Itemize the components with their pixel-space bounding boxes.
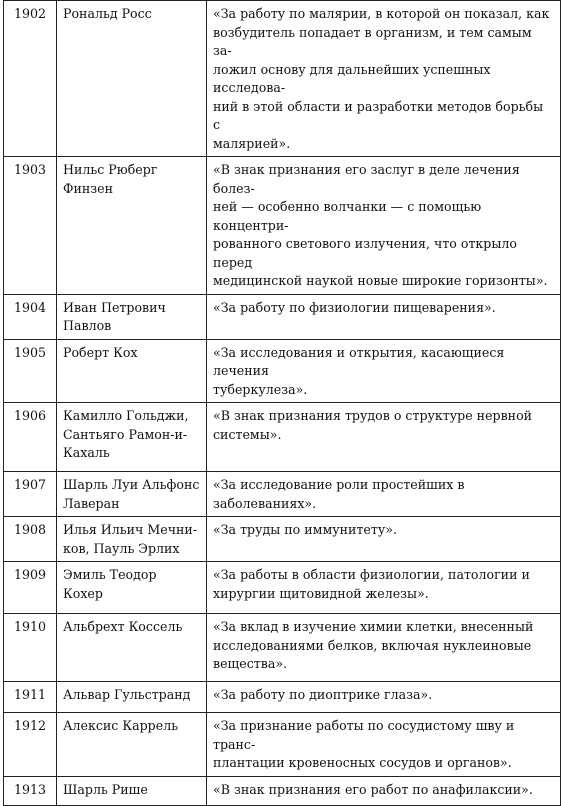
citation-cell [207, 713, 561, 777]
laureate-name-line: Альбрехт Коссель [63, 619, 183, 634]
laureate-name-line: Финзен [63, 180, 113, 196]
table-row [4, 157, 561, 295]
laureate-cell [57, 403, 207, 472]
citation-line: возбудитель попадает в организм, и тем самым за- [213, 24, 532, 58]
laureate-name-line: Илья Ильич Мечни- [63, 522, 198, 537]
laureate-cell [57, 562, 207, 614]
citation-line: медицинской наукой новые широкие горизонты». [213, 273, 548, 288]
citation-line: «За вклад в изучение химии клетки, внесенный [213, 619, 534, 634]
citation-cell [207, 403, 561, 472]
laureate-cell [57, 713, 207, 777]
laureate-cell [57, 1, 207, 157]
year-cell: 1904 [4, 294, 57, 339]
laureate-name-line: Кахаль [63, 445, 110, 460]
year-cell: 1910 [4, 614, 57, 682]
citation-cell [207, 562, 561, 614]
laureate-name-line: Рональд Росс [63, 6, 152, 21]
citation-line: хирургии щитовидной железы». [213, 585, 429, 601]
table-body [4, 1, 561, 806]
year-cell: 1903 [4, 157, 57, 295]
citation-line: рованного светового излучения, что открыло перед [213, 236, 517, 270]
laureate-cell [57, 157, 207, 295]
citation-cell [207, 157, 561, 295]
citation-cell [207, 339, 561, 403]
citation-line: ложил основу для дальнейших успешных исследова- [213, 61, 491, 95]
laureate-name-line: Алексис Каррель [63, 718, 179, 733]
citation-line: системы». [213, 426, 282, 442]
table-row [4, 713, 561, 777]
laureate-name-line: Альвар Гульстранд [63, 687, 191, 702]
citation-line: «За работу по диоптрике глаза». [213, 687, 433, 702]
year-cell: 1912 [4, 713, 57, 777]
laureate-name-line: Сантьяго Рамон-и- [63, 426, 188, 442]
table-row [4, 682, 561, 713]
citation-cell [207, 776, 561, 805]
citation-cell [207, 614, 561, 682]
citation-line: «За исследования и открытия, касающиеся лечения [213, 344, 505, 378]
citation-line: «За работы в области физиологии, патологии и [213, 567, 530, 582]
laureate-cell [57, 682, 207, 713]
laureate-name-line: ков, Пауль Эрлих [63, 540, 180, 556]
citation-line: ней — особенно волчанки — с помощью концентри- [213, 199, 482, 233]
citation-line: «За признание работы по сосудистому шву и транс- [213, 718, 515, 752]
citation-cell [207, 682, 561, 713]
year-cell: 1908 [4, 517, 57, 562]
citation-line: «В знак признания трудов о структуре нервной [213, 408, 533, 423]
citation-line: туберкулеза». [213, 381, 308, 397]
citation-line: ний в этой области и разработки методов борьбы с [213, 98, 544, 132]
table-row [4, 403, 561, 472]
laureate-cell [57, 294, 207, 339]
citation-line: «За исследование роли простейших в заболеваниях». [213, 477, 465, 511]
laureate-name-line: Камилло Гольджи, [63, 408, 189, 423]
laureate-name-line: Павлов [63, 318, 112, 333]
citation-line: «За работу по малярии, в которой он показал, как [213, 6, 550, 21]
citation-line: «В знак признания его работ по анафилаксии». [213, 781, 533, 797]
laureate-cell [57, 614, 207, 682]
citation-cell [207, 472, 561, 517]
laureate-cell [57, 517, 207, 562]
laureate-name-line: Лаверан [63, 495, 120, 511]
table-row [4, 472, 561, 517]
nobel-laureates-table [3, 0, 561, 806]
year-cell: 1911 [4, 682, 57, 713]
citation-line: малярией». [213, 135, 291, 151]
citation-cell [207, 1, 561, 157]
laureate-name-line: Шарль Рише [63, 781, 148, 797]
table-row [4, 339, 561, 403]
laureate-name-line: Иван Петрович [63, 299, 166, 315]
year-cell: 1913 [4, 776, 57, 805]
table-row [4, 776, 561, 805]
table-row [4, 614, 561, 682]
laureate-name-line: Роберт Кох [63, 344, 138, 360]
citation-line: вещества». [213, 656, 288, 671]
citation-line: «За работу по физиологии пищеварения». [213, 299, 496, 315]
citation-line: плантации кровеносных сосудов и органов». [213, 755, 512, 770]
year-cell: 1905 [4, 339, 57, 403]
laureate-cell [57, 339, 207, 403]
laureate-name-line: Нильс Рюберг [63, 162, 158, 177]
table-row [4, 562, 561, 614]
citation-line: исследованиями белков, включая нуклеиновые [213, 637, 532, 653]
year-cell: 1902 [4, 1, 57, 157]
table-row [4, 517, 561, 562]
citation-cell [207, 294, 561, 339]
table-row [4, 294, 561, 339]
year-cell: 1907 [4, 472, 57, 517]
laureate-name-line: Эмиль Теодор Кохер [63, 567, 157, 601]
laureate-name-line: Шарль Луи Альфонс [63, 477, 200, 492]
laureate-cell [57, 776, 207, 805]
citation-line: «За труды по иммунитету». [213, 522, 397, 537]
year-cell: 1909 [4, 562, 57, 614]
table-row [4, 1, 561, 157]
citation-line: «В знак признания его заслуг в деле лечения болез- [213, 162, 520, 196]
year-cell: 1906 [4, 403, 57, 472]
laureate-cell [57, 472, 207, 517]
citation-cell [207, 517, 561, 562]
